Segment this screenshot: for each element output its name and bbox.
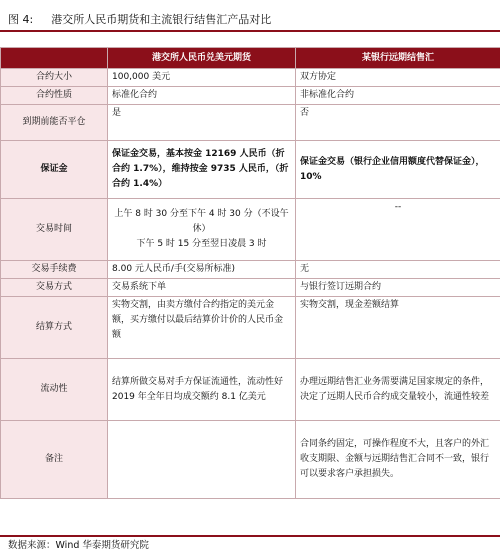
trading-hours-night: 下午 5 时 15 分至翌日凌晨 3 时 bbox=[136, 239, 267, 249]
row-label: 合约大小 bbox=[1, 69, 108, 87]
figure-number: 图 4: bbox=[8, 13, 34, 26]
table-row bbox=[1, 87, 500, 105]
row-label: 流动性 bbox=[1, 359, 108, 421]
table-row bbox=[1, 279, 500, 297]
cell-hkex: 标准化合约 bbox=[108, 87, 296, 105]
top-rule bbox=[0, 30, 500, 32]
header-bank-forward: 某银行远期结售汇 bbox=[296, 48, 500, 69]
row-label: 交易时间 bbox=[1, 199, 108, 261]
cell-bank: 办理远期结售汇业务需要满足国家规定的条件，决定了远期人民币合约成交量较小，流通性较差 bbox=[296, 359, 500, 421]
liquidity-note: 结算所做交易对手方保证流通性，流动性好 bbox=[112, 376, 284, 387]
row-label: 交易方式 bbox=[1, 279, 108, 297]
row-label: 合约性质 bbox=[1, 87, 108, 105]
cell-hkex bbox=[108, 199, 296, 261]
bottom-rule bbox=[0, 535, 500, 537]
cell-bank: 与银行签订远期合约 bbox=[296, 279, 500, 297]
cell-hkex: 实物交割，由卖方缴付合约指定的美元金额，买方缴付以最后结算价计价的人民币金额 bbox=[108, 297, 296, 359]
cell-bank: -- bbox=[296, 199, 500, 261]
row-label: 备注 bbox=[1, 421, 108, 499]
row-label: 交易手续费 bbox=[1, 261, 108, 279]
figure-caption: 港交所人民币期货和主流银行结售汇产品对比 bbox=[51, 13, 272, 26]
table-row bbox=[1, 421, 500, 499]
table-header-row bbox=[1, 48, 500, 69]
cell-hkex bbox=[108, 359, 296, 421]
cell-bank: 双方协定 bbox=[296, 69, 500, 87]
cell-bank: 合同条约固定，可操作程度不大，且客户的外汇收支期限、金额与远期结售汇合同不一致，银行可以要求客户承担损失。 bbox=[296, 421, 500, 499]
cell-bank: 无 bbox=[296, 261, 500, 279]
header-empty bbox=[1, 48, 108, 69]
row-label: 保证金 bbox=[1, 141, 108, 199]
data-source: 数据来源：Wind 华泰期货研究院 bbox=[8, 540, 149, 551]
row-label: 结算方式 bbox=[1, 297, 108, 359]
table-row bbox=[1, 199, 500, 261]
table-row bbox=[1, 105, 500, 141]
row-label: 到期前能否平仓 bbox=[1, 105, 108, 141]
cell-bank: 否 bbox=[296, 105, 500, 141]
table-row bbox=[1, 141, 500, 199]
table-row bbox=[1, 69, 500, 87]
comparison-table bbox=[0, 47, 500, 499]
table-row bbox=[1, 261, 500, 279]
cell-bank: 保证金交易（银行企业信用额度代替保证金），10% bbox=[296, 141, 500, 199]
cell-hkex: 8.00 元人民币/手(交易所标准) bbox=[108, 261, 296, 279]
cell-hkex: 100,000 美元 bbox=[108, 69, 296, 87]
cell-hkex: 是 bbox=[108, 105, 296, 141]
cell-bank: 非标准化合约 bbox=[296, 87, 500, 105]
figure-title bbox=[8, 10, 492, 30]
header-hkex-futures: 港交所人民币兑美元期货 bbox=[108, 48, 296, 69]
cell-bank: 实物交割，现金差额结算 bbox=[296, 297, 500, 359]
trading-hours-day: 上午 8 时 30 分至下午 4 时 30 分（不设午休） bbox=[114, 209, 289, 234]
table-row bbox=[1, 297, 500, 359]
cell-hkex bbox=[108, 421, 296, 499]
cell-hkex: 交易系统下单 bbox=[108, 279, 296, 297]
cell-hkex: 保证金交易，基本按金 12169 人民币（折合约 1.7%），维持按金 9735 人民币，（折合约 1.4%） bbox=[108, 141, 296, 199]
liquidity-volume: 2019 年全年日均成交额约 8.1 亿美元 bbox=[112, 391, 266, 402]
table-row bbox=[1, 359, 500, 421]
